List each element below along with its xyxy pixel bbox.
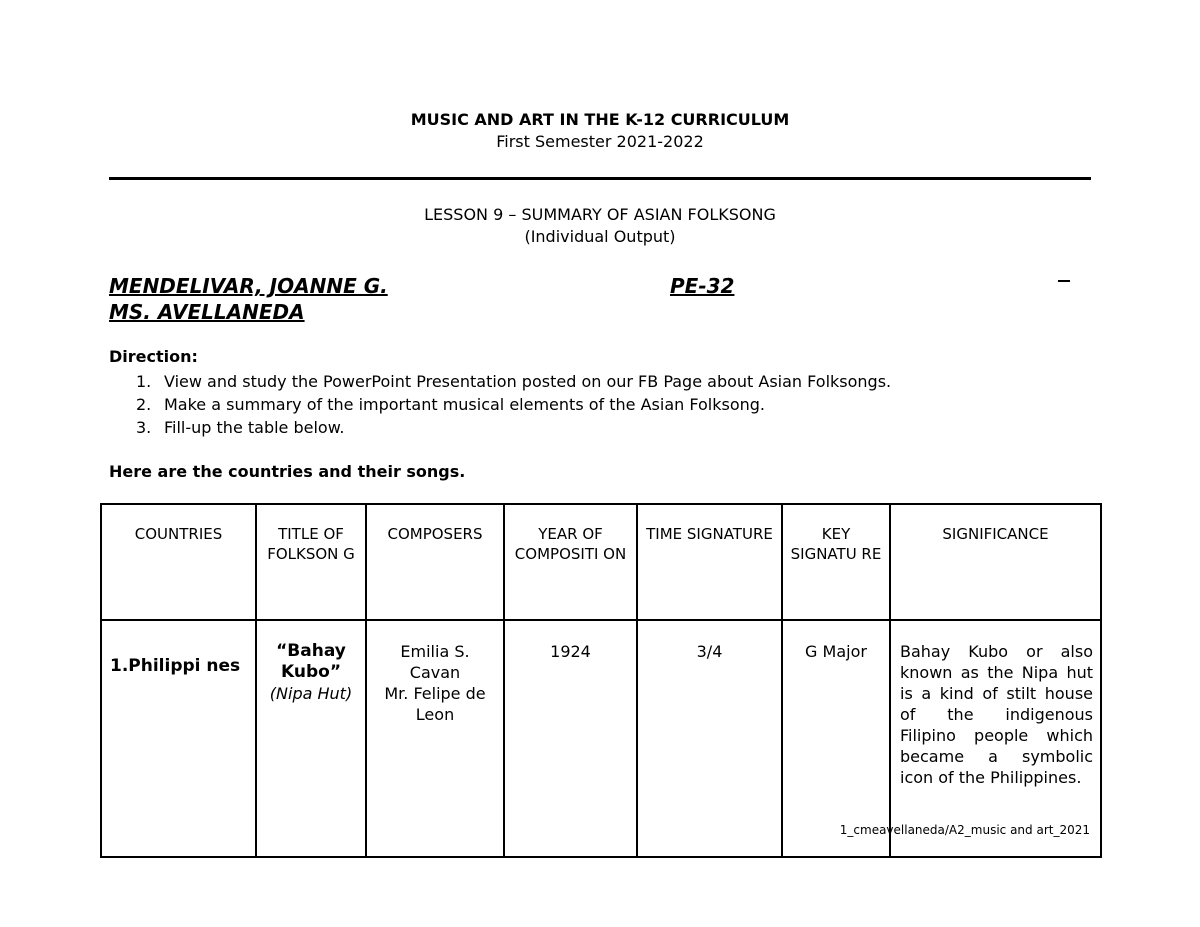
- underline-mark: [1058, 280, 1070, 282]
- header-countries: COUNTRIES: [101, 504, 256, 620]
- page-footer: 1_cmeavellaneda/A2_music and art_2021: [839, 823, 1090, 837]
- direction-label: Direction:: [109, 347, 198, 366]
- header-divider: [109, 177, 1091, 180]
- composer-name: Mr. Felipe de Leon: [384, 684, 486, 724]
- key-signature-cell: G Major: [782, 620, 890, 857]
- country-cell: 1.Philippi nes: [101, 620, 256, 857]
- table-row: [101, 620, 1101, 857]
- table-header-row: [101, 504, 1101, 620]
- direction-step: 3. Fill-up the table below.: [136, 418, 345, 437]
- song-title: “Bahay Kubo”: [276, 641, 346, 682]
- year-cell: 1924: [504, 620, 637, 857]
- course-title: MUSIC AND ART IN THE K-12 CURRICULUM: [410, 110, 790, 129]
- countries-intro: Here are the countries and their songs.: [109, 462, 466, 481]
- composer-name: Emilia S. Cavan: [400, 642, 470, 682]
- student-name: MENDELIVAR, JOANNE G.: [109, 274, 388, 298]
- direction-step: 2. Make a summary of the important musical elements of the Asian Folksong.: [136, 395, 765, 414]
- song-translation: (Nipa Hut): [269, 684, 353, 703]
- direction-steps: [136, 370, 891, 439]
- direction-step: 1. View and study the PowerPoint Presentation posted on our FB Page about Asian Folksongs.: [136, 372, 892, 391]
- folksong-table: [100, 503, 1102, 858]
- lesson-subtitle: (Individual Output): [524, 227, 676, 246]
- composers-cell: [366, 620, 504, 857]
- song-title-cell: [256, 620, 366, 857]
- teacher-name: MS. AVELLANEDA: [109, 300, 305, 324]
- header-key-signature: KEY SIGNATU RE: [782, 504, 890, 620]
- lesson-title: LESSON 9 – SUMMARY OF ASIAN FOLKSONG: [424, 205, 776, 224]
- header-composers: COMPOSERS: [366, 504, 504, 620]
- semester-label: First Semester 2021-2022: [496, 132, 704, 151]
- time-signature-cell: 3/4: [637, 620, 782, 857]
- header-significance: SIGNIFICANCE: [890, 504, 1101, 620]
- header-time-signature: TIME SIGNATURE: [637, 504, 782, 620]
- header-title: TITLE OF FOLKSON G: [256, 504, 366, 620]
- header-year: YEAR OF COMPOSITI ON: [504, 504, 637, 620]
- student-section: PE-32: [670, 274, 735, 298]
- significance-cell: Bahay Kubo or also known as the Nipa hut is a kind of stilt house of the indigenous Filipino people which became a symbolic icon of the Philippines.: [890, 620, 1101, 857]
